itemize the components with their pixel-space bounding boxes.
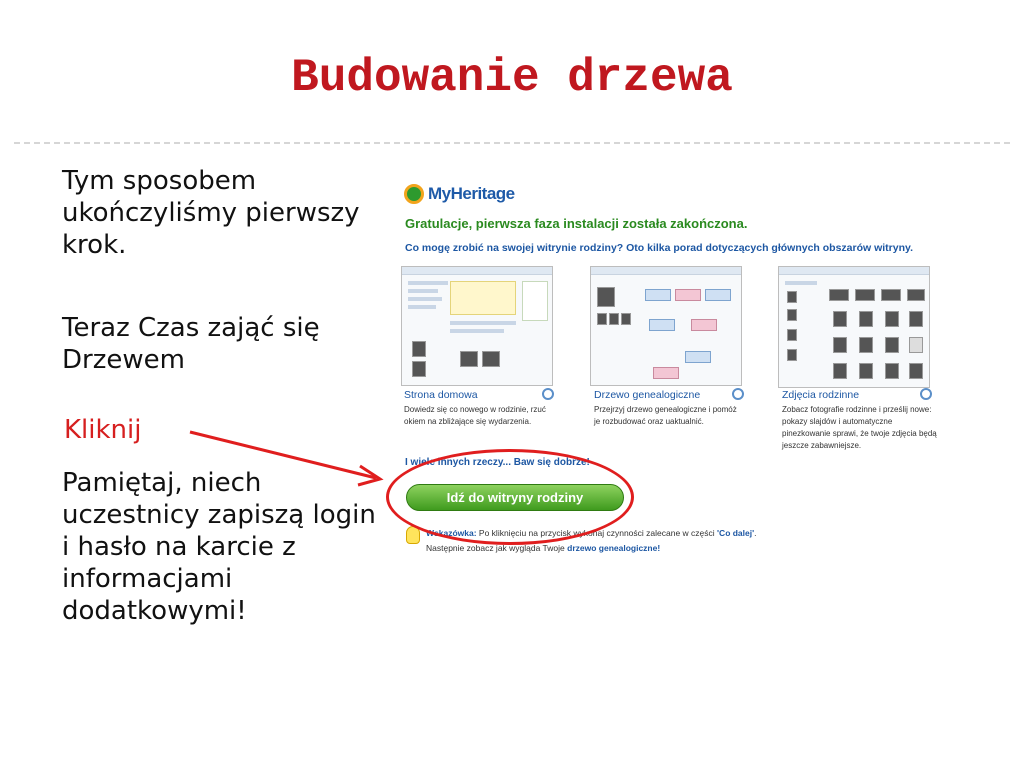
go-to-family-site-button[interactable]: Idź do witryny rodziny bbox=[406, 484, 624, 511]
section-desc-home: Dowiedz się co nowego w rodzinie, rzuć okiem na zbliżające się wydarzenia. bbox=[404, 405, 546, 426]
help-question: Co mogę zrobić na swojej witrynie rodziny? Oto kilka porad dotyczących głównych obszarów witryny. bbox=[405, 242, 913, 254]
tip-text: Po kliknięciu na przycisk wykonaj czynności zalecane w części bbox=[478, 528, 715, 538]
tip2-text: Następnie zobacz jak wygląda Twoje bbox=[426, 543, 565, 553]
congrats-heading: Gratulacje, pierwsza faza instalacji została zakończona. bbox=[405, 216, 748, 231]
section-desc-photos: Zobacz fotografie rodzinne i prześlij nowe: pokazy slajdów i automatyczne pinezkowanie sprawi, że twoje zdjęcia będą jeszcze zabawniejsze. bbox=[782, 405, 937, 450]
tip-link[interactable]: 'Co dalej' bbox=[717, 528, 755, 538]
logo-text: MyHeritage bbox=[428, 184, 515, 203]
paragraph-reminder: Pamiętaj, niech uczestnicy zapiszą login i hasło na karcie z informacjami dodatkowymi! bbox=[62, 468, 376, 626]
section-title-tree[interactable]: Drzewo genealogiczne bbox=[594, 389, 701, 401]
tip2-link[interactable]: drzewo genealogiczne! bbox=[567, 543, 661, 553]
paragraph-first-step: Tym sposobem ukończyliśmy pierwszy krok. bbox=[62, 166, 360, 260]
tip-label: Wskazówka: bbox=[426, 528, 477, 538]
section-title-photos[interactable]: Zdjęcia rodzinne bbox=[782, 389, 860, 401]
paragraph-tree: Teraz Czas zająć się Drzewem bbox=[62, 313, 320, 375]
slide-title: Budowanie drzewa bbox=[291, 52, 733, 104]
section-desc-tree: Przejrzyj drzewo genealogiczne i pomóż je rozbudować oraz uaktualnić. bbox=[594, 405, 737, 426]
section-title-home[interactable]: Strona domowa bbox=[404, 389, 478, 401]
click-instruction: Kliknij bbox=[64, 415, 142, 445]
more-things-text: I wiele innych rzeczy... Baw się dobrze! bbox=[405, 457, 590, 468]
tip-line-1: Wskazówka: Po kliknięciu na przycisk wykonaj czynności zalecane w części 'Co dalej'. bbox=[426, 528, 757, 538]
